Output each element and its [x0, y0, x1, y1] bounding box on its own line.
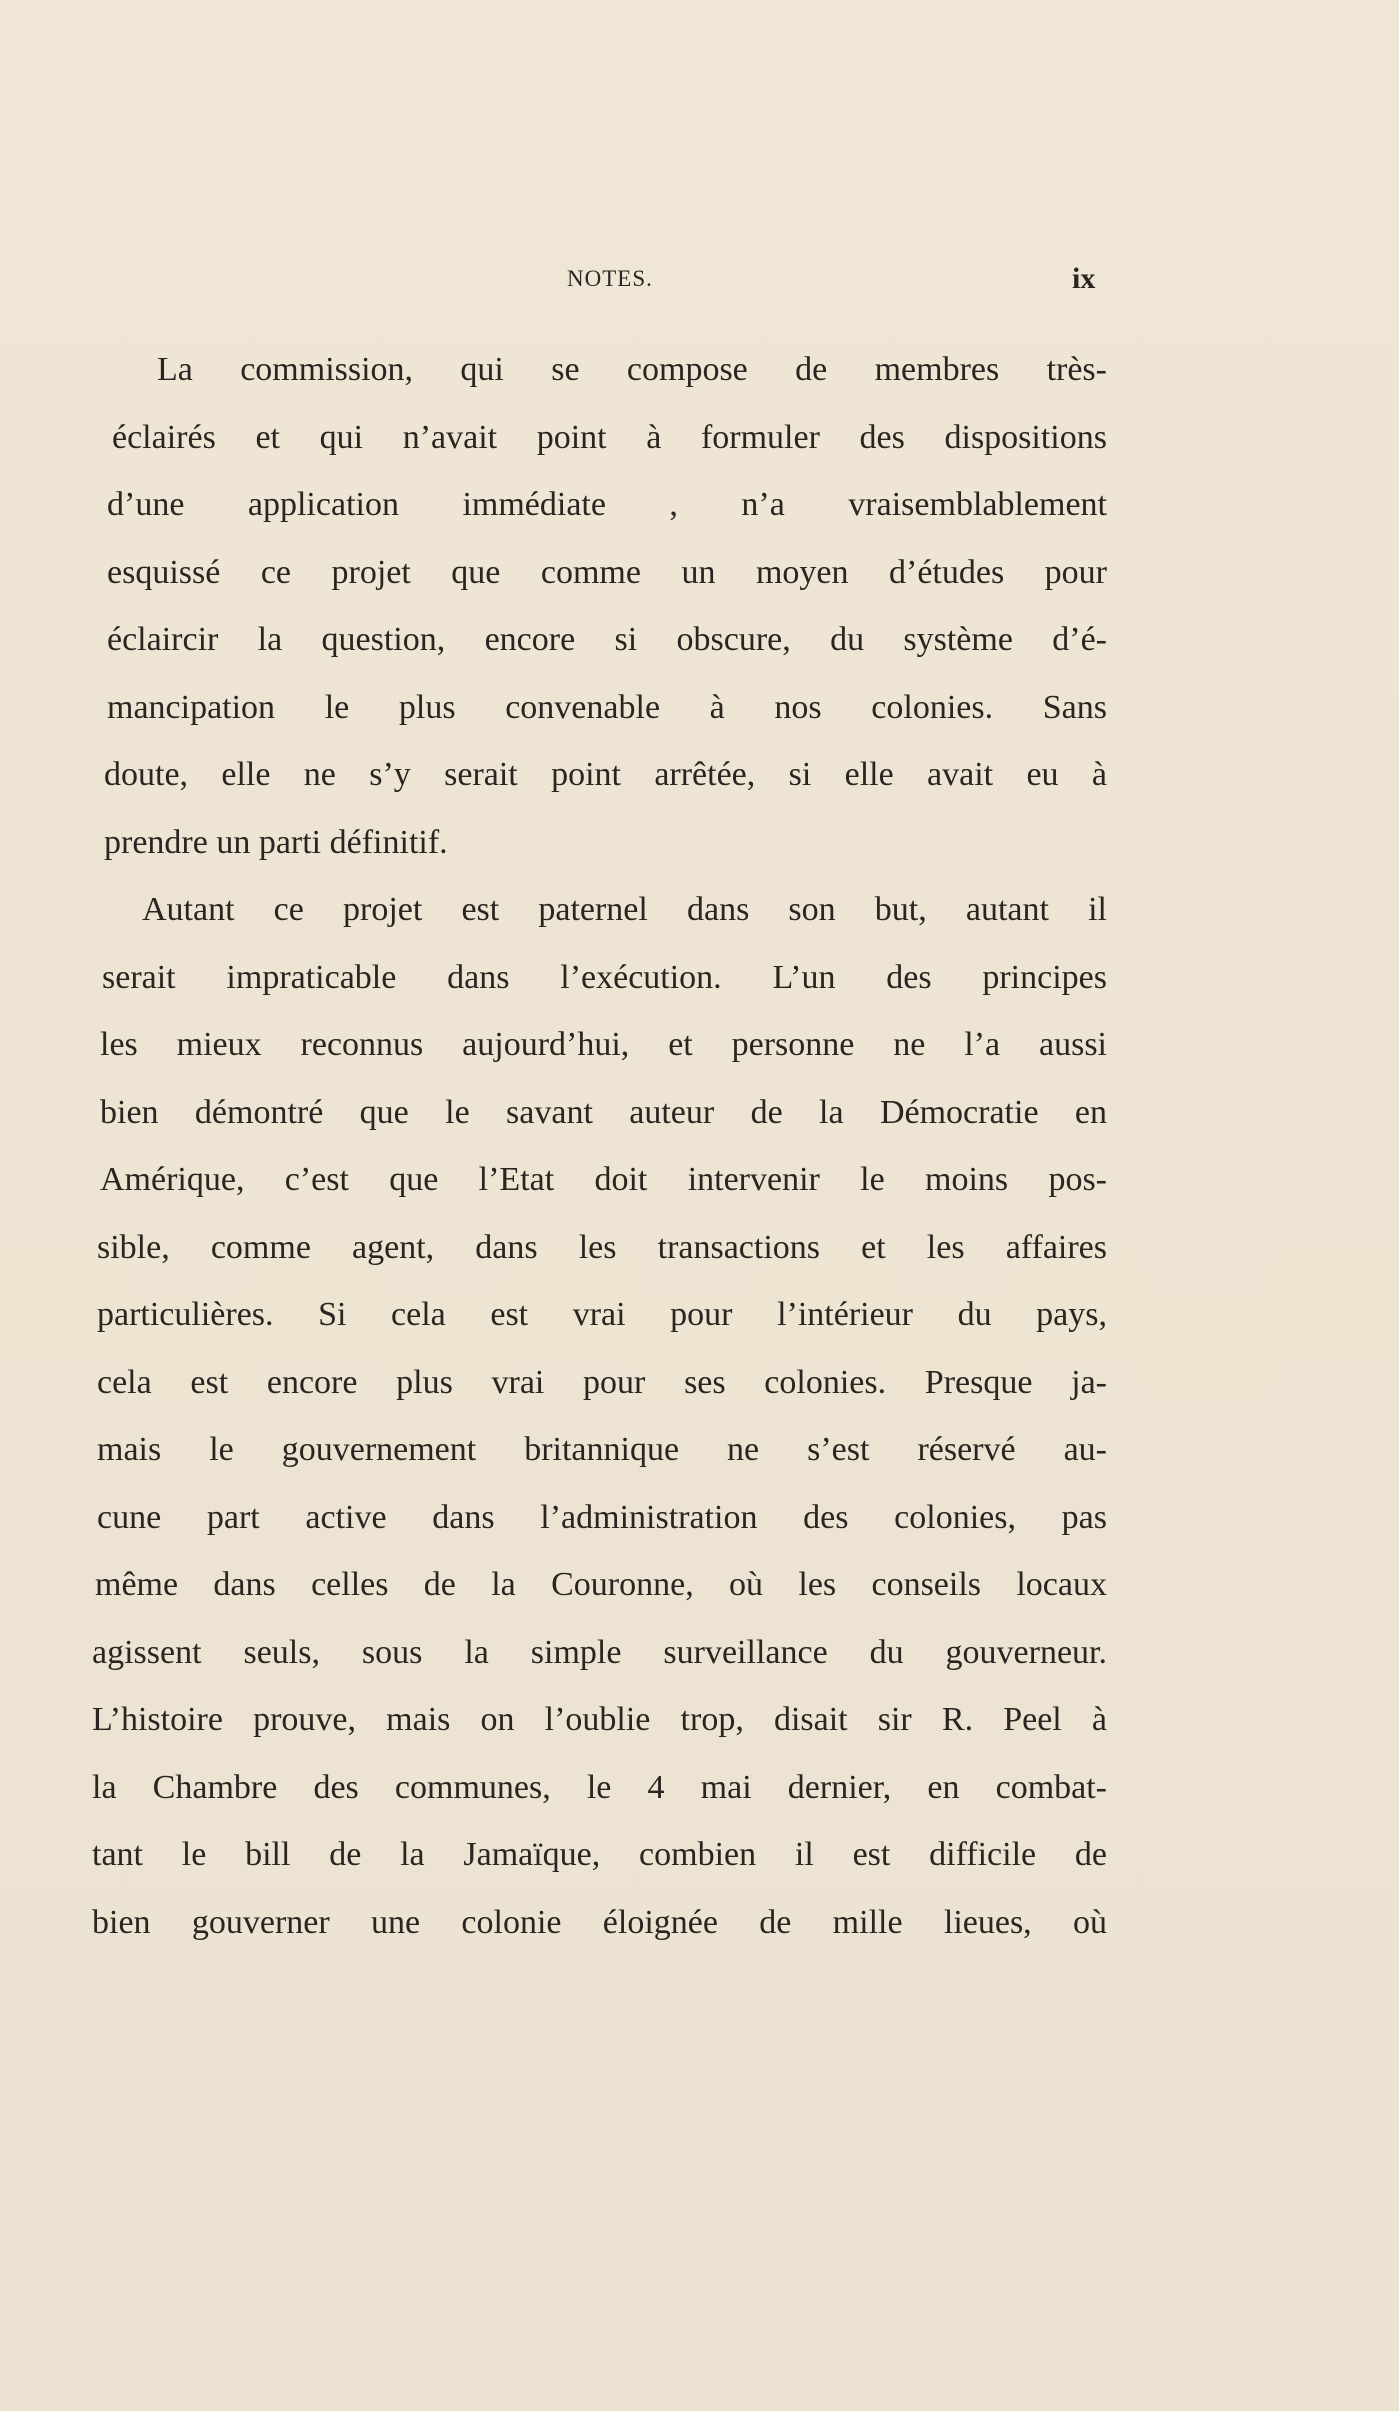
text-line: Autant ce projet est paternel dans son but, autant il [142, 891, 1107, 928]
text-line: cune part active dans l’administration des colonies, pas [97, 1498, 1107, 1536]
text-line: L’histoire prouve, mais on l’oublie trop, disait sir R. Peel à [92, 1701, 1107, 1738]
text-line: éclaircir la question, encore si obscure, du système d’é- [107, 621, 1107, 658]
text-line: esquissé ce projet que comme un moyen d’études pour [107, 553, 1107, 591]
text-line: mais le gouvernement britannique ne s’est réservé au- [97, 1431, 1107, 1468]
text-line: particulières. Si cela est vrai pour l’intérieur du pays, [97, 1296, 1107, 1333]
running-title: NOTES. [567, 266, 653, 291]
text-line: les mieux reconnus aujourd’hui, et personne ne l’a aussi [100, 1026, 1107, 1063]
text-line: bien gouverner une colonie éloignée de mille lieues, où [92, 1903, 1107, 1941]
text-line: agissent seuls, sous la simple surveillance du gouverneur. [92, 1633, 1107, 1671]
text-line: d’une application immédiate , n’a vraisemblablement [107, 486, 1107, 523]
text-line: même dans celles de la Couronne, où les conseils locaux [95, 1566, 1107, 1603]
text-line: mancipation le plus convenable à nos colonies. Sans [107, 688, 1107, 726]
text-line: bien démontré que le savant auteur de la Démocratie en [100, 1093, 1107, 1131]
text-line: sible, comme agent, dans les transactions et les affaires [97, 1228, 1107, 1266]
page-number: ix [1072, 262, 1096, 295]
text-line: éclairés et qui n’avait point à formuler des dispositions [112, 418, 1107, 456]
text-line: prendre un parti définitif. [104, 823, 448, 861]
text-line: Amérique, c’est que l’Etat doit intervenir le moins pos- [100, 1161, 1107, 1198]
page-header [92, 262, 1096, 302]
text-line: cela est encore plus vrai pour ses colonies. Presque ja- [97, 1363, 1107, 1401]
text-line: tant le bill de la Jamaïque, combien il est difficile de [92, 1836, 1107, 1873]
text-line: doute, elle ne s’y serait point arrêtée, si elle avait eu à [104, 756, 1107, 793]
text-line: La commission, qui se compose de membres très- [157, 351, 1107, 388]
text-line: serait impraticable dans l’exécution. L’un des principes [102, 958, 1107, 996]
text-line: la Chambre des communes, le 4 mai dernier, en combat- [92, 1768, 1107, 1806]
